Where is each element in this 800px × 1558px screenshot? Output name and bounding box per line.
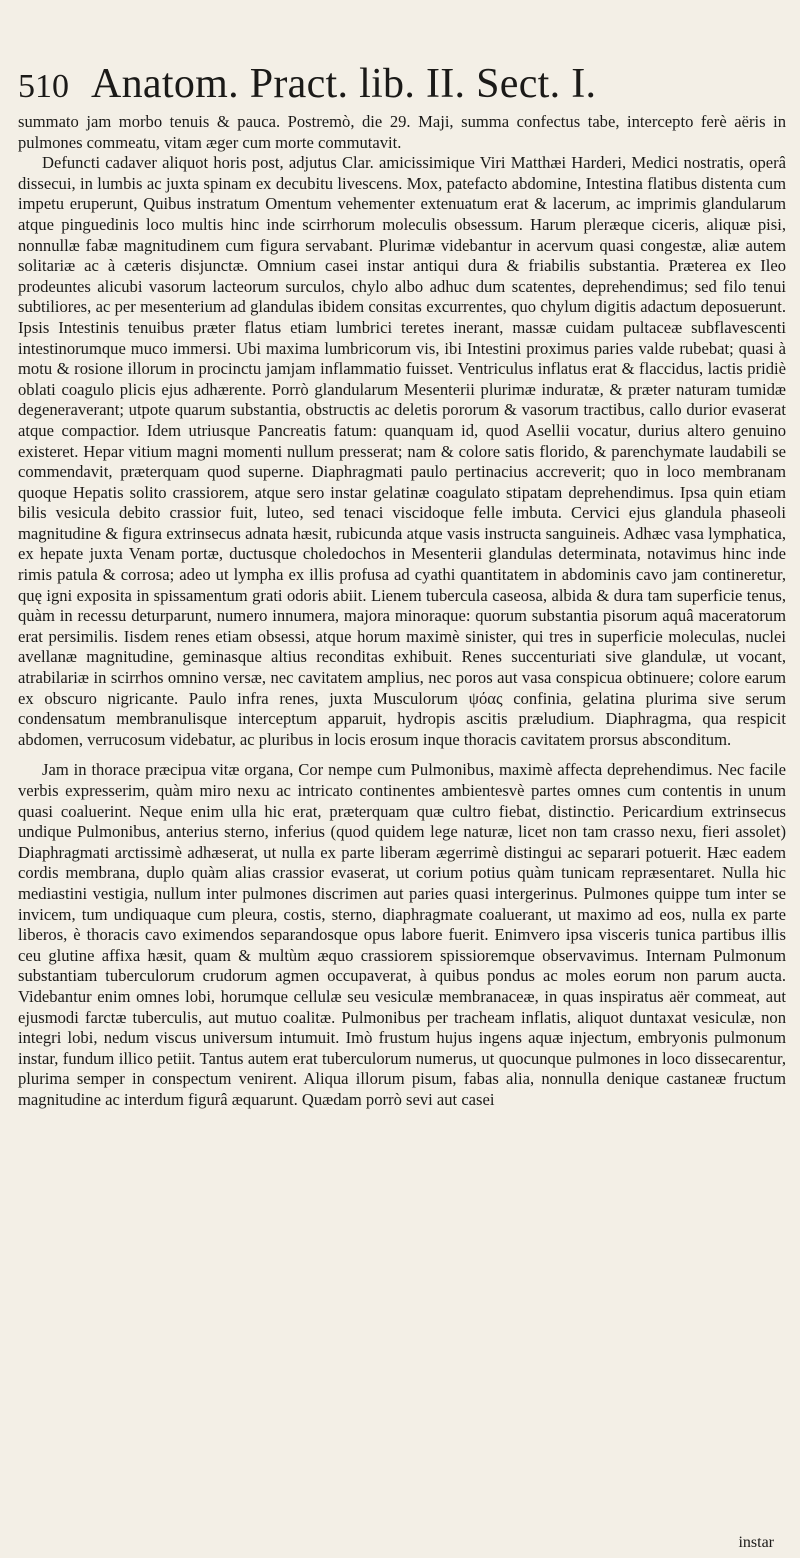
paragraph-dissection-abdomen: Defuncti cadaver aliquot horis post, adjutus Clar. amicissimique Viri Matthæi Harderi, Medici nostratis, operâ dissecui, in lumbis ac juxta spinam ex decubitu livescens. Mox, patefacto abdomine, Intestina flatibus distenta cum impetu eruperunt, Quibus instratum Omentum vehementer extenuatum erat & lacerum, ac imprimis glandularum atque pinguedinis loco multis hinc inde scirrhorum moleculis obsessum. Harum pleræque ciceris, aliquæ pisi, nonnullæ fabæ magnitudinem cum figura servabant. Plurimæ videbantur in acervum quasi congestæ, aliæ autem solitariæ ac à cæteris disjunctæ. Omnium casei instar antiqui dura & friabilis substantia. Præterea ex Ileo prodeuntes alicubi vasorum lacteorum surculos, chylo albo adhuc dum scatentes, deprehendimus; sed filo tenui subtiliores, ac per mesenterium ad glandulas ibidem consitas excurrentes, quo chylum digitis adactum deposuerunt. Ipsis Intestinis tenuibus præter flatus etiam lumbrici teretes inerant, massæ cuidam pultaceæ subflavescenti intestinorumque muco immersi. Ubi maxima lumbricorum vis, ibi Intestini proximus paries valde rubebat; quasi à motu & rosione illorum in procinctu jamjam inflammatio fuisset. Ventriculus inflatus erat & flaccidus, lactis pridiè oblati coagulo plicis ejus adhærente. Porrò glandularum Mesenterii plurimæ induratæ, & præter naturam tumidæ degeneraverant; utpote quarum substantia, obstructis ac deletis pororum & vasorum tractibus, callo durior evaserat atque compactior. Idem utriusque Pancreatis fatum: quanquam id, quod Asellii vocatur, durius altero genuino existeret. Hepar vitium magni momenti nullum presserat; nam & colore satis florido, & parenchymate laudabili se commendavit, præterquam quod superne. Diaphragmati paulo pertinacius accreverit; quo in loco membranam quoque Hepatis solito crassiorem, atque sero instar gelatinæ coagulato stipatam deprehendimus. Ipsa quin etiam bilis vesicula debito crassior fuit, luteo, sed tenaci viscidoque felle imbuta. Cervici ejus glandula phaseoli magnitudine & figura extrinsecus adnata hæsit, rubicunda atque vasis instructa sanguineis. Adhæc vasa lymphatica, ex hepate juxta Venam portæ, ductusque choledochos in Mesenterii glandulas determinata, notavimus hinc inde rimis patula & corrosa; adeo ut lympha ex illis profusa ad cyathi quantitatem in abdominis cavo jam contineretur, quę igni exposita in spissamentum grati odoris abiit. Lienem tubercula caseosa, albida & dura tam superficie tenus, quàm in recessu deturparunt, numero innumera, majora minoraque: quorum substantia pisorum aquâ maceratorum erat persimilis. Iisdem renes etiam obsessi, atque horum maximè sinister, qui tres in superficie moleculas, nuclei avellanæ magnitudine, geminasque altius reconditas exhibuit. Renes succenturiati sive glandulæ, ut vocant, atrabilariæ in scirrhos omnino versæ, nec cavitatem amplius, nec poros aut vasa conspicua obtinuere; colore earum ex obscuro nigricante. Paulo infra renes, juxta Musculorum ψόας confinia, gelatina plurima sive serum condensatum membranulisque interceptum apparuit, hydropis ascitis præludium. Diaphragma, qua respicit abdomen, verrucosum videbatur, ac pluribus in locis erosum inque thoracis cavitatem prorsus absconditum. bbox=[18, 153, 786, 749]
body-text bbox=[18, 112, 786, 1111]
paragraph-thorax: Jam in thorace præcipua vitæ organa, Cor nempe cum Pulmonibus, maximè affecta deprehendimus. Nec facile verbis expresserim, quàm miro nexu ac intricato continentes ambientesvè partes omnes cum contentis in unum quasi coaluerint. Neque enim ulla hic erat, præterquam quæ cultro fiebat, distinctio. Pericardium extrinsecus undique Pulmonibus, anterius sterno, inferius (quod quidem lege naturæ, licet non tam crasso nexu, fieri assolet) Diaphragmati arctissimè adhæserat, ut nulla ex parte liberam ægerrimè distingui ac separari potuerit. Hæc eadem cordis membrana, duplo quàm alias crassior evaserat, ut corium potius quàm tunicam repræsentaret. Nulla hic mediastini vestigia, nullum inter pulmones discrimen aut paries quasi intergerinus. Pulmones quippe tum inter se invicem, tum undiquaque cum pleura, costis, sterno, diaphragmate coaluerant, ut maximo ad eos, nulla ex parte liberos, è thoracis cavo eximendos separandosque opus labore fuerit. Enimvero ipsa visceris tunica partibus illis ceu glutine affixa hæsit, quam & multùm æquo crassiorem spissioremque observavimus. Internam Pulmonum substantiam tuberculorum crudorum agmen occupaverat, à quibus pondus ac moles eorum non parum aucta. Videbantur enim omnes lobi, horumque cellulæ seu vesiculæ membranaceæ, in quas inspiratus aër commeat, aut ejusmodi farctæ tuberculis, aut mutuo coalitæ. Pulmonibus per tracheam inflatis, aliquot duntaxat vesiculæ, non integri lobi, nedum viscus universum intumuit. Imò frustum hujus ingens aquæ injectum, embryonis pulmonum instar, fundum illico petiit. Tantus autem erat tuberculorum numerus, ut quocunque pulmones in loco dissecarentur, plurima semper in conspectum venirent. Aliqua illorum pisum, fabas alia, nonnulla denique castaneæ fructum magnitudine ac interdum figurâ æquarunt. Quædam porrò sevi aut casei bbox=[18, 760, 786, 1109]
running-title: Anatom. Pract. lib. II. Sect. I. bbox=[91, 61, 597, 107]
running-head bbox=[18, 60, 786, 112]
catchword: instar bbox=[738, 1534, 774, 1551]
page-number: 510 bbox=[18, 68, 69, 105]
paragraph-continued: summato jam morbo tenuis & pauca. Postremò, die 29. Maji, summa confectus tabe, intercepto ferè aëris in pulmones commeatu, vitam æger cum morte commutavit. bbox=[18, 112, 786, 152]
